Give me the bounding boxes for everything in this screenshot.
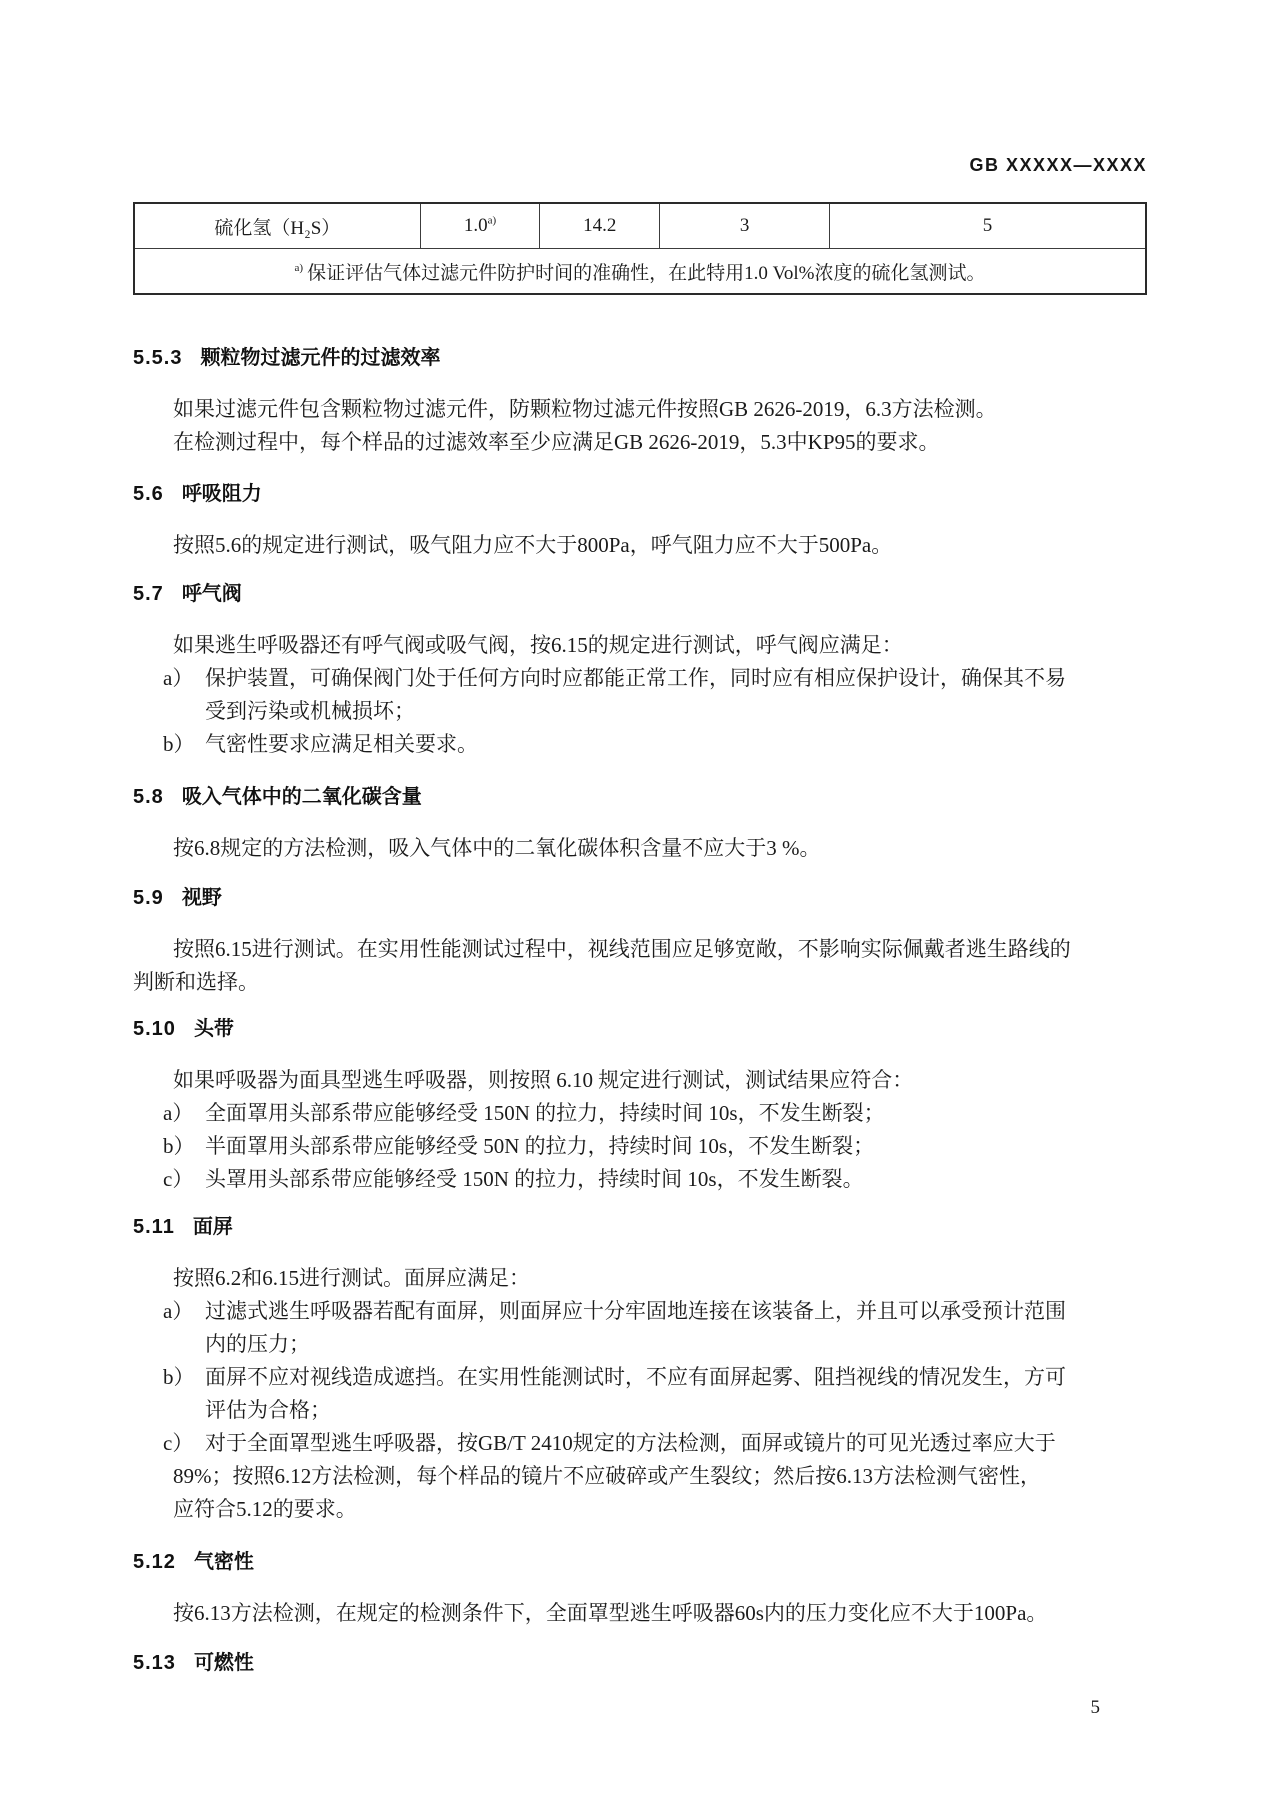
list-item-line <box>133 662 1147 695</box>
section-title: 呼吸阻力 <box>181 483 262 505</box>
list-item-text: 面屏不应对视线造成遮挡。在实用性能测试时，不应有面屏起雾、阻挡视线的情况发生，方可 <box>205 1365 1066 1389</box>
cell-substance <box>134 203 420 249</box>
section-5-9 <box>133 887 1147 999</box>
section-title: 颗粒物过滤元件的过滤效率 <box>200 347 441 369</box>
list-item-line <box>133 1361 1147 1394</box>
section-5-8 <box>133 786 1147 865</box>
section-title: 气密性 <box>193 1551 254 1573</box>
section-title: 呼气阀 <box>181 583 242 605</box>
list-marker: a） <box>163 1299 194 1323</box>
cell-concentration <box>420 203 540 249</box>
text-line: 判断和选择。 <box>133 970 259 994</box>
footnote-marker: a) <box>294 262 304 275</box>
section-number: 5.5.3 <box>133 347 183 369</box>
section-body <box>133 1262 1147 1526</box>
list-marker: c） <box>163 1167 194 1191</box>
footnote-marker: a) <box>487 214 497 227</box>
section-heading <box>133 1652 1147 1674</box>
section-5-11 <box>133 1216 1147 1526</box>
section-5-5-3 <box>133 347 1147 459</box>
section-heading <box>133 786 1147 808</box>
concentration-value: 1.0 <box>463 215 488 236</box>
section-heading <box>133 1216 1147 1238</box>
text-line: 内的压力； <box>205 1332 310 1356</box>
section-5-7 <box>133 583 1147 761</box>
footnote-text: 保证评估气体过滤元件防护时间的准确性，在此特用1.0 Vol%浓度的硫化氢测试。 <box>307 262 986 284</box>
section-number: 5.12 <box>133 1551 176 1573</box>
text-line: 如果呼吸器为面具型逃生呼吸器，则按照 6.10 规定进行测试，测试结果应符合： <box>173 1068 914 1092</box>
text-line: 如果逃生呼吸器还有呼气阀或吸气阀，按6.15的规定进行测试，呼气阀应满足： <box>173 633 903 657</box>
list-marker: b） <box>163 1134 195 1158</box>
section-body <box>133 393 1147 459</box>
section-body <box>133 1064 1147 1196</box>
section-heading <box>133 347 1147 369</box>
text-line: 按6.13方法检测，在规定的检测条件下，全面罩型逃生呼吸器60s内的压力变化应不大于100Pa。 <box>173 1601 1048 1625</box>
section-heading <box>133 1018 1147 1040</box>
section-5-10 <box>133 1018 1147 1196</box>
section-number: 5.8 <box>133 786 164 808</box>
section-body <box>133 529 1147 562</box>
section-title: 头带 <box>193 1018 234 1040</box>
list-marker: b） <box>163 1365 195 1389</box>
list-item-line <box>133 1163 1147 1196</box>
section-heading <box>133 887 1147 909</box>
table-footnote-row <box>134 249 1146 295</box>
section-heading <box>133 1551 1147 1573</box>
text-line: 在检测过程中，每个样品的过滤效率至少应满足GB 2626-2019，5.3中KP95的要求。 <box>173 430 940 454</box>
list-item-text: 全面罩用头部系带应能够经受 150N 的拉力，持续时间 10s，不发生断裂； <box>205 1101 885 1125</box>
table-footnote-cell <box>134 249 1146 295</box>
list-item-text: 保护装置，可确保阀门处于任何方向时应都能正常工作，同时应有相应保护设计，确保其不易 <box>205 666 1066 690</box>
section-heading <box>133 583 1147 605</box>
text-line: 按照6.2和6.15进行测试。面屏应满足： <box>173 1266 530 1290</box>
list-item-text: 头罩用头部系带应能够经受 150N 的拉力，持续时间 10s，不发生断裂。 <box>205 1167 864 1191</box>
section-5-13 <box>133 1652 1147 1674</box>
table-row-hydrogen-sulfide <box>134 203 1146 249</box>
section-title: 可燃性 <box>193 1652 254 1674</box>
section-number: 5.13 <box>133 1652 176 1674</box>
list-item-line <box>133 1097 1147 1130</box>
section-body <box>133 832 1147 865</box>
cell-text: 14.2 <box>583 215 617 236</box>
cell-text: 5 <box>982 215 993 236</box>
section-heading <box>133 483 1147 505</box>
section-body <box>133 1597 1147 1630</box>
list-marker: b） <box>163 732 195 756</box>
section-number: 5.11 <box>133 1216 175 1238</box>
text-line: 受到污染或机械损坏； <box>205 699 415 723</box>
list-item-line <box>133 728 1147 761</box>
text-line: 89%；按照6.12方法检测，每个样品的镜片不应破碎或产生裂纹；然后按6.13方法检测气密性， <box>173 1464 1041 1488</box>
list-marker: c） <box>163 1431 194 1455</box>
cell-value-4 <box>830 203 1146 249</box>
cell-value-2 <box>540 203 660 249</box>
section-number: 5.6 <box>133 483 164 505</box>
list-item-line <box>133 1295 1147 1328</box>
section-number: 5.7 <box>133 583 164 605</box>
text-line: 评估为合格； <box>205 1398 331 1422</box>
section-5-12 <box>133 1551 1147 1630</box>
list-item-line <box>133 1130 1147 1163</box>
text-line: 按6.8规定的方法检测，吸入气体中的二氧化碳体积含量不应大于3 %。 <box>173 836 821 860</box>
section-number: 5.9 <box>133 887 164 909</box>
cell-value-3 <box>660 203 830 249</box>
list-item-text: 对于全面罩型逃生呼吸器，按GB/T 2410规定的方法检测，面屏或镜片的可见光透过率应大于 <box>205 1431 1056 1455</box>
section-title: 视野 <box>181 887 222 909</box>
running-head-doc-number: GB XXXXX—XXXX <box>969 155 1147 175</box>
section-body <box>133 933 1147 999</box>
sections-container <box>133 347 1147 1674</box>
text-line: 按照5.6的规定进行测试，吸气阻力应不大于800Pa，呼气阻力应不大于500Pa。 <box>173 533 893 557</box>
section-body <box>133 629 1147 761</box>
section-5-6 <box>133 483 1147 562</box>
text-block <box>133 0 1147 1674</box>
substance-name: 硫化氢（H₂S） <box>214 217 341 239</box>
section-title: 面屏 <box>192 1216 233 1238</box>
list-marker: a） <box>163 666 194 690</box>
list-item-text: 半面罩用头部系带应能够经受 50N 的拉力，持续时间 10s，不发生断裂； <box>205 1134 875 1158</box>
page-number: 5 <box>1090 1697 1100 1718</box>
text-line: 应符合5.12的要求。 <box>173 1497 357 1521</box>
gas-test-table <box>133 202 1147 295</box>
text-line: 按照6.15进行测试。在实用性能测试过程中，视线范围应足够宽敞，不影响实际佩戴者逃生路线的 <box>173 937 1071 961</box>
section-title: 吸入气体中的二氧化碳含量 <box>181 786 422 808</box>
list-item-text: 气密性要求应满足相关要求。 <box>205 732 478 756</box>
list-item-text: 过滤式逃生呼吸器若配有面屏，则面屏应十分牢固地连接在该装备上，并且可以承受预计范围 <box>205 1299 1066 1323</box>
cell-text: 3 <box>739 215 750 236</box>
list-item-line <box>133 1427 1147 1460</box>
list-marker: a） <box>163 1101 194 1125</box>
section-number: 5.10 <box>133 1018 176 1040</box>
text-line: 如果过滤元件包含颗粒物过滤元件，防颗粒物过滤元件按照GB 2626-2019，6.3方法检测。 <box>173 397 997 421</box>
